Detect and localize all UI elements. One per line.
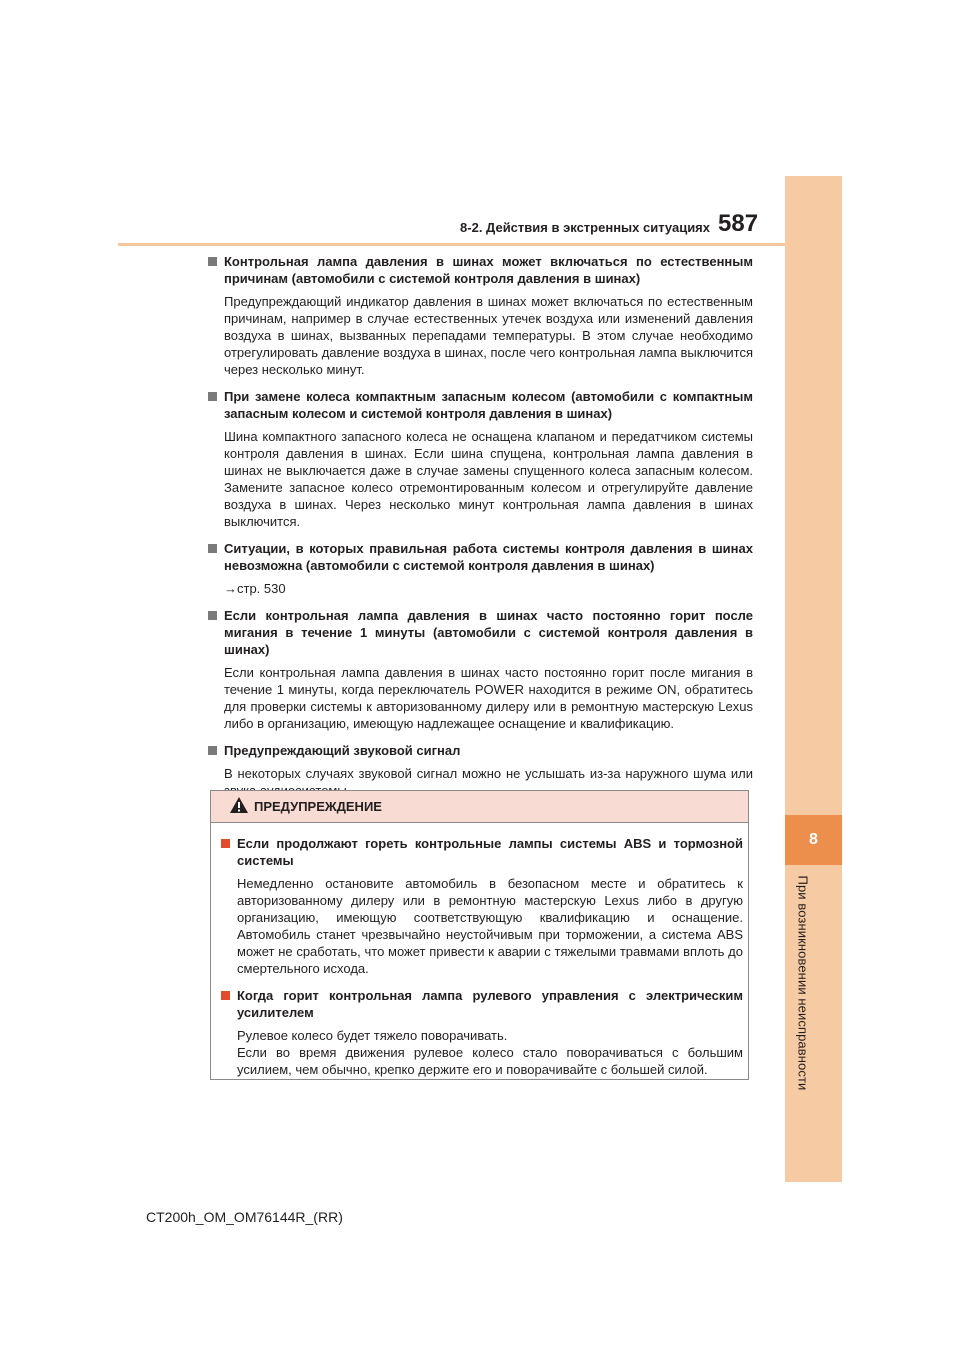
section-item: [207, 540, 753, 597]
section-heading-text: Контрольная лампа давления в шинах может включаться по естественным причинам (автомобили с системой контроля давления в шинах): [224, 254, 753, 286]
warning-item-body: Немедленно остановите автомобиль в безопасном месте и обратитесь к авторизованному дилеру или в ремонтную мастерскую Lexus либо в другую организацию, имеющую соответствующую квалификацию и оснащение. Автомобиль станет чрезвычайно неустойчивым при торможении, а система ABS может не сработать, что может привести к аварии с тяжелыми травмами вплоть до смертельного исхода.: [237, 876, 743, 976]
warning-item-line: Если во время движения рулевое колесо стало поворачиваться с большим усилием, чем обычно, крепко держите его и поворачивайте с большей силой.: [237, 1045, 743, 1077]
square-bullet-icon: [221, 991, 230, 1000]
section-body: Предупреждающий индикатор давления в шинах может включаться по естественным причинам, например в случае естественных утечек воздуха или изменений давления воздуха в шинах, вызванных перепадами температуры. В этом случае необходимо отрегулировать давление воздуха в шинах, после чего контрольная лампа выключится через несколько минут.: [224, 294, 753, 377]
side-strip: [785, 176, 842, 1182]
square-bullet-icon: [208, 611, 217, 620]
page-number: 587: [718, 210, 759, 237]
main-content: [207, 253, 753, 809]
section-heading-text: При замене колеса компактным запасным колесом (автомобили с компактным запасным колесом и системой контроля давления в шинах): [224, 389, 753, 421]
square-bullet-icon: [208, 746, 217, 755]
warning-item-heading: [220, 835, 743, 869]
chapter-number: 8: [809, 831, 818, 848]
square-bullet-icon: [221, 839, 230, 848]
document-code: CT200h_OM_OM76144R_(RR): [146, 1209, 343, 1225]
warning-heading: ПРЕДУПРЕЖДЕНИЕ: [254, 799, 382, 814]
warning-item-body: [220, 1027, 743, 1078]
section-heading: [207, 253, 753, 287]
warning-item-line: Рулевое колесо будет тяжело поворачивать.: [237, 1028, 508, 1043]
section-item: [207, 607, 753, 732]
section-heading-text: Если контрольная лампа давления в шинах часто постоянно горит после мигания в течение 1 минуты (автомобили с системой контроля давления в шинах): [224, 608, 753, 657]
section-heading: [207, 607, 753, 658]
warning-item-heading-text: Когда горит контрольная лампа рулевого управления с электрическим усилителем: [237, 988, 743, 1020]
warning-box: [210, 790, 749, 1080]
chapter-number-tab: [785, 815, 842, 865]
section-heading-text: Предупреждающий звуковой сигнал: [224, 743, 461, 758]
warning-item: [220, 987, 743, 1078]
section-heading-text: Ситуации, в которых правильная работа системы контроля давления в шинах невозможна (автомобили с системой контроля давления в шинах): [224, 541, 753, 573]
section-title-header: 8-2. Действия в экстренных ситуациях: [460, 220, 710, 235]
section-heading: [207, 540, 753, 574]
header-rule: [118, 243, 785, 246]
section-item: [207, 388, 753, 530]
warning-content: [220, 835, 743, 1088]
section-heading: [207, 742, 753, 759]
square-bullet-icon: [208, 544, 217, 553]
warning-triangle-icon: [229, 796, 249, 814]
warning-item: [220, 835, 743, 977]
section-body: Шина компактного запасного колеса не оснащена клапаном и передатчиком системы контроля давления в шинах. Если шина спущена, контрольная лампа давления в шинах не выключается даже в случае замены спущенного колеса запасным колесом. Замените запасное колесо отремонтированным колесом и отрегулируйте давление воздуха в шинах. Через несколько минут контрольная лампа давления в шинах выключится.: [224, 429, 753, 529]
section-body: В некоторых случаях звуковой сигнал можно не услышать из-за наружного шума или: [224, 766, 753, 781]
warning-item-heading: [220, 987, 743, 1021]
square-bullet-icon: [208, 392, 217, 401]
section-body: Если контрольная лампа давления в шинах часто постоянно горит после мигания в течение 1 минуты, когда переключатель POWER находится в режиме ON, обратитесь для проверки системы к авторизованному дилеру или в ремонтную мастерскую Lexus либо в организацию, имеющую надлежащее оснащение и квалификацию.: [224, 665, 753, 731]
chapter-title: При возникновении неисправности: [795, 875, 811, 1091]
section-heading: [207, 388, 753, 422]
square-bullet-icon: [208, 257, 217, 266]
page-reference-link[interactable]: →стр. 530: [224, 581, 286, 596]
warning-item-heading-text: Если продолжают гореть контрольные лампы системы ABS и тормозной системы: [237, 836, 743, 868]
warning-header: [211, 791, 748, 823]
section-item: [207, 253, 753, 378]
